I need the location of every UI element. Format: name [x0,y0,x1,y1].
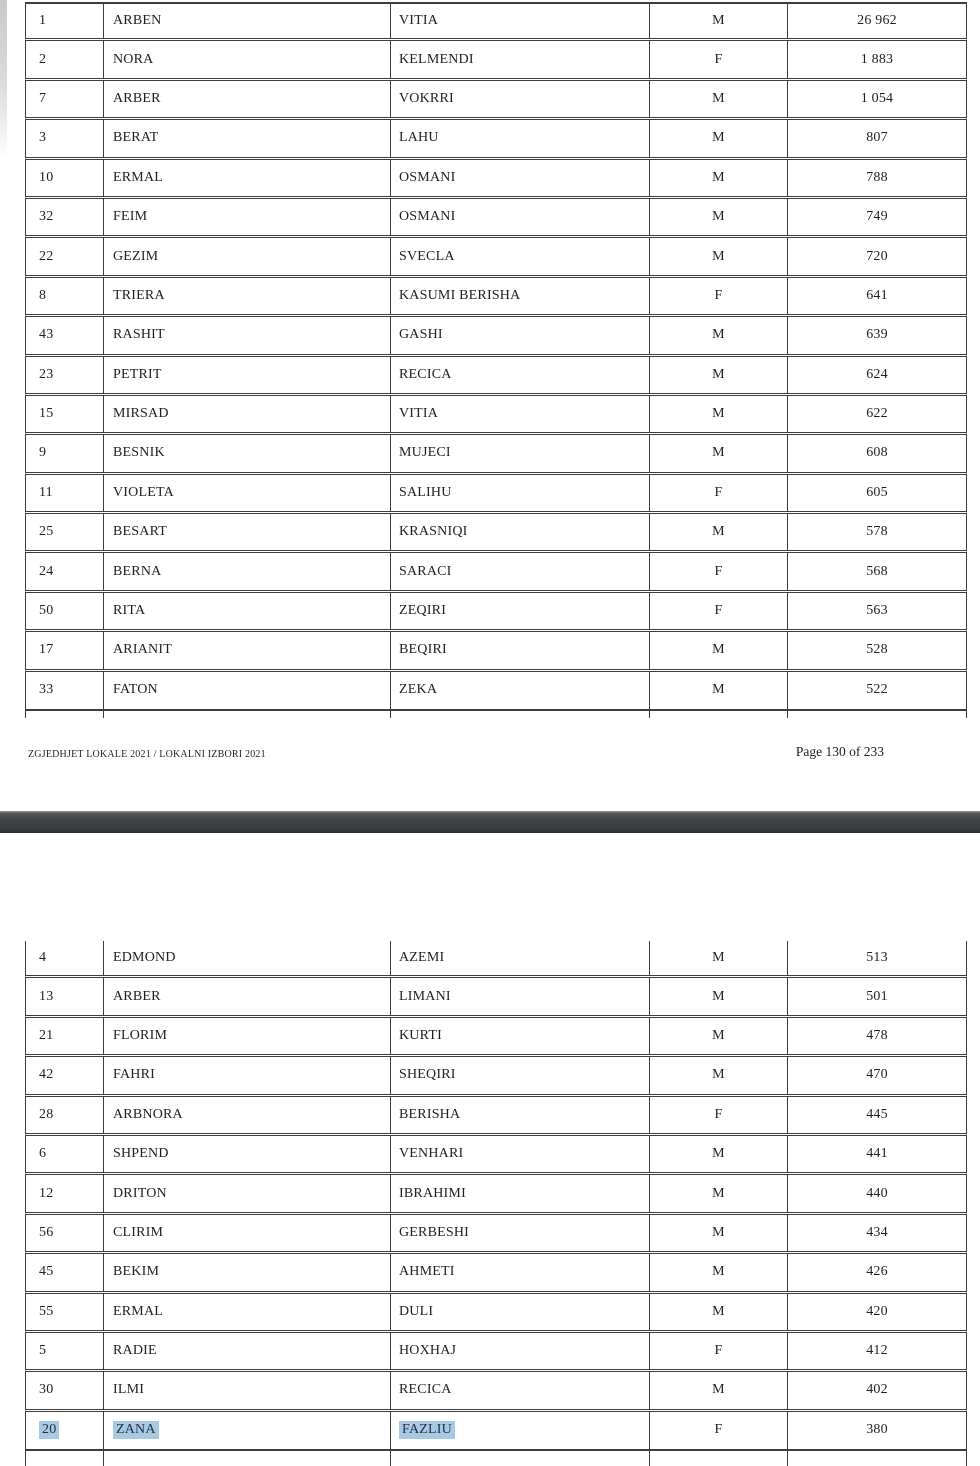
cell-votes: 749 [866,209,888,225]
cell-votes: 1 883 [860,51,894,67]
search-highlight: FAZLIU [399,1421,455,1439]
cell-last-name: GASHI [391,317,650,353]
cell-votes: 440 [866,1185,888,1201]
cell-gender: F [650,553,788,589]
cell-first-name: EDMOND [104,941,391,975]
cell-gender: M [650,199,788,235]
cell-number: 43 [26,317,104,353]
cell-votes: 470 [866,1067,888,1083]
cell-votes: 445 [866,1106,888,1122]
cell-votes: 641 [866,287,888,303]
cell-last-name: VITIA [391,396,650,432]
cell-gender: F [650,41,788,77]
cell-votes: 441 [866,1146,888,1162]
table-row [25,160,967,199]
cell-votes: 412 [866,1343,888,1359]
cell-gender: M [650,1294,788,1330]
table-row [25,593,967,632]
cell-number: 7 [26,81,104,117]
cell-number: 32 [26,199,104,235]
cell-last-name: ZEQIRI [391,593,650,629]
table-row [25,199,967,238]
cell-last-name: SHEQIRI [391,1057,650,1093]
cell-last-name: ZEKA [391,672,650,709]
page1-footer-title: ZGJEDHJET LOKALE 2021 / LOKALNI IZBORI 2021 [28,749,266,760]
cell-last-name [391,1412,650,1449]
cell-first-name: ARBNORA [104,1097,391,1133]
table-row [25,1175,967,1214]
cell-number: 2 [26,41,104,77]
cell-number: 55 [26,1294,104,1330]
cell-votes: 402 [866,1382,888,1398]
cell-gender: M [650,1372,788,1408]
cell-number: 22 [26,238,104,274]
cell-last-name: VOKRRI [391,81,650,117]
cell-last-name: DULI [391,1294,650,1330]
cell-votes: 522 [866,682,888,698]
cell-number: 21 [26,1018,104,1054]
cell-number: 12 [26,1175,104,1211]
cell-first-name [104,1412,391,1449]
cell-number: 42 [26,1057,104,1093]
table-row [25,396,967,435]
cell-number: 24 [26,553,104,589]
cell-gender: F [650,1412,788,1449]
table-row [25,2,967,41]
cell-votes: 639 [866,327,888,343]
cell-first-name: NORA [104,41,391,77]
cell-last-name: OSMANI [391,160,650,196]
cell-number: 5 [26,1333,104,1369]
cell-number: 3 [26,120,104,156]
cell-last-name: RECICA [391,357,650,393]
cell-first-name: VIOLETA [104,475,391,511]
table-row [25,632,967,671]
cell-last-name: LIMANI [391,978,650,1014]
search-highlight: 20 [39,1421,59,1439]
cell-first-name: DRITON [104,1175,391,1211]
cell-gender: M [650,435,788,471]
cell-votes: 568 [866,563,888,579]
table-row [25,238,967,277]
cell-gender: M [650,396,788,432]
cell-votes: 605 [866,484,888,500]
cell-first-name: ERMAL [104,1294,391,1330]
cell-number: 15 [26,396,104,432]
table-row [25,81,967,120]
cell-first-name: SHPEND [104,1136,391,1172]
results-table-page-1 [25,2,967,711]
table-row [25,672,967,711]
cell-last-name: AZEMI [391,941,650,975]
cell-gender: F [650,1333,788,1369]
cell-first-name: ARBER [104,81,391,117]
cell-first-name: PETRIT [104,357,391,393]
cell-number: 25 [26,514,104,550]
results-table-page-2 [25,941,967,1451]
cell-number: 33 [26,672,104,709]
cell-last-name: RECICA [391,1372,650,1408]
page-edge-shadow [0,0,7,160]
cell-first-name: FAHRI [104,1057,391,1093]
cell-last-name: KURTI [391,1018,650,1054]
table-row [25,553,967,592]
cell-last-name: IBRAHIMI [391,1175,650,1211]
cell-last-name: LAHU [391,120,650,156]
cell-first-name: GEZIM [104,238,391,274]
cell-last-name: OSMANI [391,199,650,235]
table-row [25,1018,967,1057]
cell-last-name: MUJECI [391,435,650,471]
cell-first-name: FLORIM [104,1018,391,1054]
cell-number: 9 [26,435,104,471]
cell-votes: 501 [866,988,888,1004]
cell-votes: 608 [866,445,888,461]
cell-last-name: KRASNIQI [391,514,650,550]
cell-first-name: RADIE [104,1333,391,1369]
cell-gender: M [650,632,788,668]
cell-first-name: ARBEN [104,4,391,38]
cell-gender: F [650,593,788,629]
cell-votes: 563 [866,603,888,619]
cell-votes: 513 [866,950,888,966]
table-row [25,41,967,80]
cell-gender: M [650,941,788,975]
cell-gender: M [650,978,788,1014]
table-row [25,1215,967,1254]
cell-first-name: ARIANIT [104,632,391,668]
cell-number: 30 [26,1372,104,1408]
cell-number: 28 [26,1097,104,1133]
cell-last-name: GERBESHI [391,1215,650,1251]
cell-first-name: BESART [104,514,391,550]
cell-last-name: VITIA [391,4,650,38]
table-row [25,357,967,396]
results-table-page-2-cutoff [25,1451,967,1466]
cell-number: 6 [26,1136,104,1172]
cell-last-name: BERISHA [391,1097,650,1133]
cell-first-name: BEKIM [104,1254,391,1290]
cell-gender: M [650,4,788,38]
cell-number [26,1412,104,1449]
cell-gender: M [650,357,788,393]
cell-gender: F [650,475,788,511]
cell-votes: 578 [866,524,888,540]
cell-gender: M [650,1018,788,1054]
table-row [25,514,967,553]
cell-gender: F [650,278,788,314]
cell-votes: 426 [866,1264,888,1280]
cell-number: 56 [26,1215,104,1251]
cell-number: 1 [26,4,104,38]
table-row [25,1372,967,1411]
cell-first-name: FEIM [104,199,391,235]
search-highlight: ZANA [113,1421,159,1439]
cell-votes: 807 [866,130,888,146]
cell-last-name: SALIHU [391,475,650,511]
cell-last-name: SARACI [391,553,650,589]
table-row [25,1097,967,1136]
cell-number: 17 [26,632,104,668]
cell-votes: 720 [866,248,888,264]
table-row [25,1333,967,1372]
cell-gender: M [650,317,788,353]
cell-votes: 380 [866,1422,888,1438]
cell-votes: 624 [866,366,888,382]
cell-number: 10 [26,160,104,196]
results-table-page-1-cutoff [25,711,967,718]
cell-gender: M [650,1175,788,1211]
cell-last-name: BEQIRI [391,632,650,668]
table-row [25,1412,967,1451]
cell-number: 13 [26,978,104,1014]
cell-votes: 622 [866,406,888,422]
cell-gender: M [650,1254,788,1290]
cell-number: 11 [26,475,104,511]
cell-gender: M [650,81,788,117]
cell-last-name: KELMENDI [391,41,650,77]
cell-first-name: MIRSAD [104,396,391,432]
cell-votes: 788 [866,169,888,185]
page1-footer-page-number: Page 130 of 233 [795,744,884,759]
table-row [25,1057,967,1096]
cell-gender: M [650,120,788,156]
cell-gender: M [650,1215,788,1251]
cell-gender: M [650,672,788,709]
cell-first-name: ARBER [104,978,391,1014]
table-row [25,941,967,978]
partial-row [25,1451,967,1466]
cell-gender: M [650,160,788,196]
cell-first-name: TRIERA [104,278,391,314]
cell-votes: 528 [866,642,888,658]
table-row [25,978,967,1017]
cell-first-name: ILMI [104,1372,391,1408]
cell-first-name: CLIRIM [104,1215,391,1251]
cell-first-name: BERNA [104,553,391,589]
cell-number: 23 [26,357,104,393]
cell-number: 8 [26,278,104,314]
table-row [25,435,967,474]
cell-votes: 26 962 [857,13,897,29]
cell-votes: 1 054 [860,90,894,106]
cell-first-name: RITA [104,593,391,629]
cell-number: 45 [26,1254,104,1290]
cell-number: 50 [26,593,104,629]
cell-first-name: BERAT [104,120,391,156]
table-row [25,475,967,514]
cell-last-name: AHMETI [391,1254,650,1290]
cell-last-name: HOXHAJ [391,1333,650,1369]
cell-first-name: BESNIK [104,435,391,471]
cell-first-name: RASHIT [104,317,391,353]
cell-votes: 478 [866,1027,888,1043]
cell-last-name: SVECLA [391,238,650,274]
table-row [25,120,967,159]
cell-number: 4 [26,941,104,975]
cell-last-name: KASUMI BERISHA [391,278,650,314]
table-row [25,317,967,356]
partial-row [25,711,967,718]
cell-gender: M [650,1057,788,1093]
page-separator [0,811,980,833]
table-row [25,1294,967,1333]
cell-last-name: VENHARI [391,1136,650,1172]
table-row [25,1136,967,1175]
cell-gender: F [650,1097,788,1133]
cell-first-name: FATON [104,672,391,709]
cell-gender: M [650,1136,788,1172]
cell-gender: M [650,514,788,550]
cell-first-name: ERMAL [104,160,391,196]
cell-votes: 434 [866,1224,888,1240]
table-row [25,1254,967,1293]
cell-gender: M [650,238,788,274]
table-row [25,278,967,317]
cell-votes: 420 [866,1303,888,1319]
